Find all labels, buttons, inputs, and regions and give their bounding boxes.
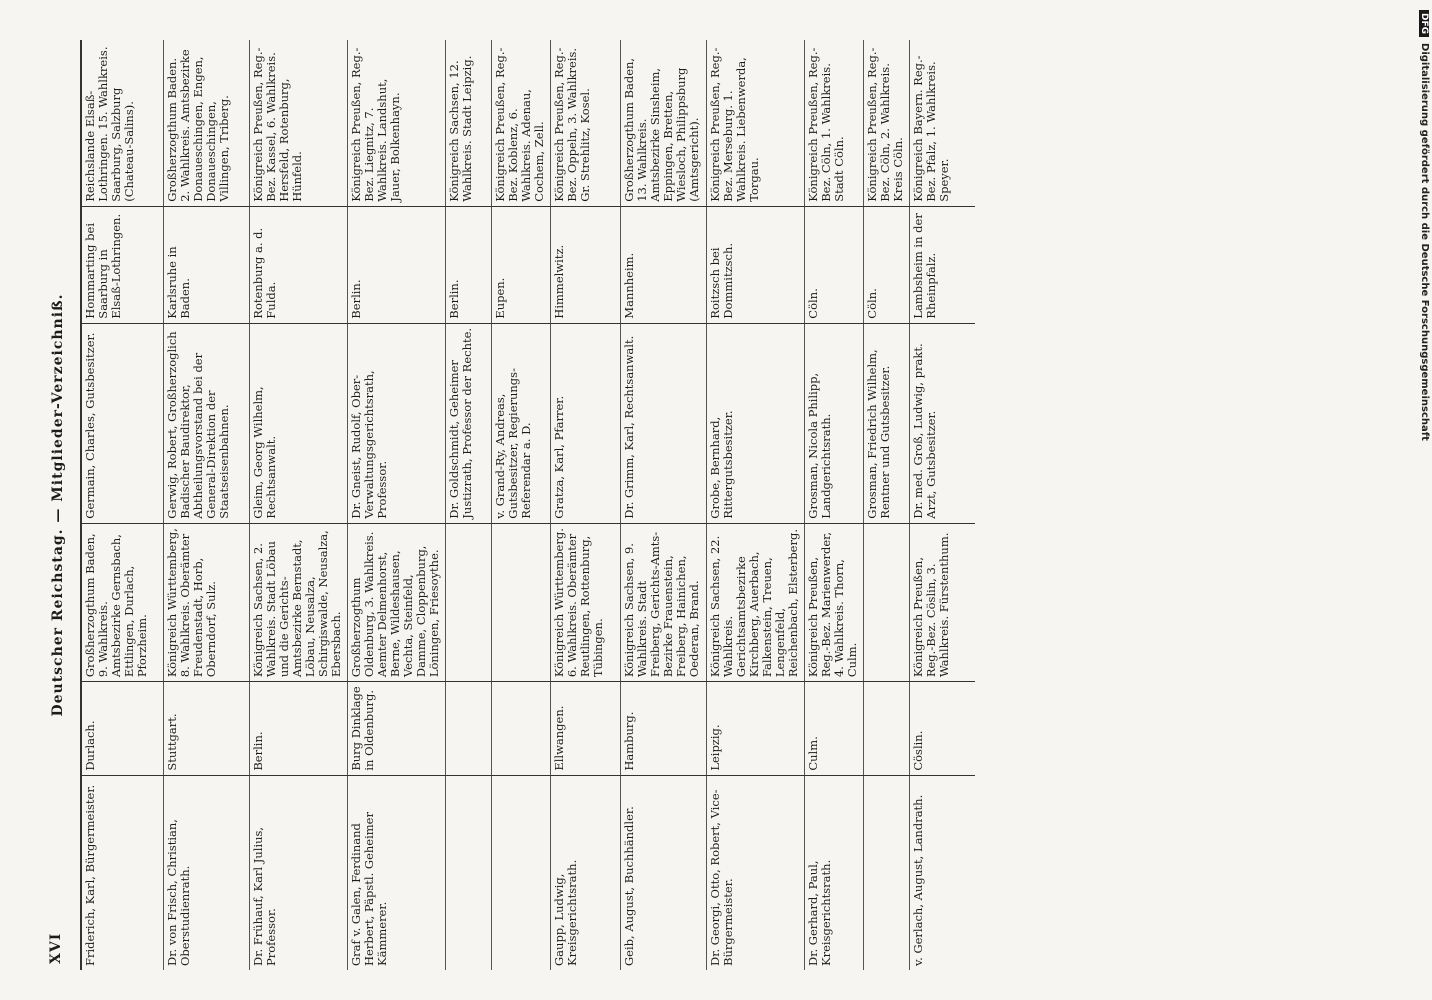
cell-wahlkreis: Königreich Württemberg, 8. Wahlkreis. Oberämter Freudenstadt, Horb, Oberndorf, Sulz. bbox=[163, 523, 249, 681]
table-row bbox=[347, 40, 445, 970]
cell-name: Dr. Georgi, Otto, Robert, Vice-Bürgermeister. bbox=[707, 789, 735, 966]
cell-ersatz: Grobe, Bernhard, Rittergutsbesitzer. bbox=[706, 323, 804, 523]
cell-name: Graf v. Galen, Ferdinand Herbert, Päpstl. Geheimer Kämmerer. bbox=[348, 812, 389, 966]
cell-name: Gaupp, Ludwig, Kreisgerichtsrath. bbox=[551, 859, 579, 966]
register-page bbox=[40, 40, 1400, 970]
cell-ersatz-wk: Königreich Preußen, Reg.-Bez. Merseburg. 1. Wahlkreis. Liebenwerda, Torgau. bbox=[706, 40, 804, 206]
cell-ersatz-wk: Königreich Bayern. Reg.-Bez. Pfalz, 1. Wahlkreis. Speyer. bbox=[909, 40, 975, 206]
cell-wahlkreis bbox=[863, 523, 909, 681]
cell-ersatz-wk: Großherzogthum Baden. 2. Wahlkreis. Amtsbezirke Donaueschingen, Engen, Donaueschingen, Villingen, Triberg. bbox=[163, 40, 249, 206]
cell-ersatz: Grosman, Friedrich Wilhelm, Rentner und Gutsbesitzer. bbox=[863, 323, 909, 523]
cell-ersatz: Dr. med. Groß, Ludwig, prakt. Arzt, Gutsbesitzer. bbox=[909, 323, 975, 523]
cell-ersatz: Gerwig, Robert, Großherzoglich Badischer Baudirektor, Abtheilungsvorstand bei der General-Direktion der Staatseisenbahnen. bbox=[163, 323, 249, 523]
cell-wohnort: Cöslin. bbox=[909, 682, 975, 776]
cell-name: Geib, August, Buchhändler. bbox=[621, 806, 636, 966]
cell-wahlkreis: Königreich Sachsen, 22. Wahlkreis. Gerichtsamtsbezirke Kirchberg, Auerbach, Falkenstein, Treuen, Lengenfeld, Reichenbach, Elsterberg. bbox=[706, 523, 804, 681]
cell-ersatz-ort: Roitzsch bei Dommitzsch. bbox=[706, 206, 804, 323]
cell-name: Friderich, Karl, Bürgermeister. bbox=[83, 784, 97, 966]
cell-wahlkreis: Großherzogthum Baden, 9. Wahlkreis. Amtsbezirke Gernsbach, Ettlingen, Durlach, Pforzheim. bbox=[81, 523, 163, 681]
cell-wohnort: Durlach. bbox=[81, 682, 163, 776]
table-row bbox=[163, 40, 249, 970]
cell-wahlkreis bbox=[491, 523, 550, 681]
cell-ersatz-wk: Großherzogthum Baden, 13. Wahlkreis. Amtsbezirke Sinsheim, Eppingen, Bretten, Wiesloch, Philippsburg (Amtsgericht). bbox=[620, 40, 706, 206]
cell-ersatz-wk: Königreich Sachsen, 12. Wahlkreis. Stadt Leipzig. bbox=[445, 40, 491, 206]
cell-wohnort bbox=[863, 682, 909, 776]
cell-ersatz-ort: Mannheim. bbox=[620, 206, 706, 323]
table-row bbox=[620, 40, 706, 970]
cell-ersatz: v. Grand-Ry, Andreas, Gutsbesitzer, Regierungs-Referendar a. D. bbox=[491, 323, 550, 523]
digitization-credit-text: Digitalisierung gefördert durch die Deutsche Forschungsgemeinschaft bbox=[1419, 43, 1430, 441]
cell-wohnort: Burg Dinklage in Oldenburg. bbox=[347, 682, 445, 776]
cell-name: v. Gerlach, August, Landrath. bbox=[910, 794, 925, 966]
page-title: Deutscher Reichstag. — Mitglieder-Verzeichniß. bbox=[50, 293, 66, 717]
cell-ersatz-wk: Königreich Preußen, Reg.-Bez. Cöln, 2. Wahlkreis. Kreis Cöln. bbox=[863, 40, 909, 206]
cell-ersatz-ort: Himmelwitz. bbox=[550, 206, 620, 323]
cell-wahlkreis: Königreich Preußen, Reg.-Bez. Marienwerder, 4. Wahlkreis. Thorn, Culm. bbox=[804, 523, 863, 681]
table-row bbox=[706, 40, 804, 970]
cell-wohnort: Leipzig. bbox=[706, 682, 804, 776]
cell-ersatz-wk: Königreich Preußen, Reg.-Bez. Kassel, 6. Wahlkreis. Hersfeld, Rotenburg, Hünfeld. bbox=[249, 40, 347, 206]
cell-wohnort: Ellwangen. bbox=[550, 682, 620, 776]
cell-ersatz: Dr. Gneist, Rudolf, Ober-Verwaltungsgerichtsrath, Professor. bbox=[347, 323, 445, 523]
cell-wohnort bbox=[445, 682, 491, 776]
cell-wohnort: Culm. bbox=[804, 682, 863, 776]
dfg-logo: DFG bbox=[1419, 10, 1429, 37]
table-row bbox=[491, 40, 550, 970]
cell-wohnort: Hamburg. bbox=[620, 682, 706, 776]
cell-ersatz-wk: Königreich Preußen, Reg.-Bez. Cöln, 1. Wahlkreis. Stadt Cöln. bbox=[804, 40, 863, 206]
cell-wahlkreis: Königreich Württemberg. 6. Wahlkreis. Oberämter Reutlingen, Rottenburg, Tübingen. bbox=[550, 523, 620, 681]
cell-ersatz-wk: Königreich Preußen, Reg.-Bez. Koblenz, 6. Wahlkreis. Adenau, Cochem, Zell. bbox=[491, 40, 550, 206]
table-row bbox=[81, 40, 163, 970]
cell-name: Dr. Gerhard, Paul, Kreisgerichtsrath. bbox=[805, 859, 833, 966]
cell-ersatz: Gratza, Karl, Pfarrer. bbox=[550, 323, 620, 523]
cell-ersatz-wk: Königreich Preußen, Reg.-Bez. Liegnitz, 7. Wahlkreis. Landshut, Jauer, Bolkenhayn. bbox=[347, 40, 445, 206]
cell-ersatz-ort: Eupen. bbox=[491, 206, 550, 323]
cell-wahlkreis: Königreich Sachsen, 2. Wahlkreis. Stadt Löbau und die Gerichts-Amtsbezirke Bernstadt, Löbau, Neusalza, Schirgiswalde, Neusalza, Ebersbach. bbox=[249, 523, 347, 681]
rotated-page-container bbox=[40, 40, 1400, 970]
cell-wohnort bbox=[491, 682, 550, 776]
cell-ersatz-wk: Königreich Preußen, Reg.-Bez. Oppeln, 3. Wahlkreis. Gr. Strehlitz, Kosel. bbox=[550, 40, 620, 206]
cell-name: Dr. von Frisch, Christian, Oberstudienrath. bbox=[164, 819, 192, 966]
cell-wohnort: Stuttgart. bbox=[163, 682, 249, 776]
cell-wohnort: Berlin. bbox=[249, 682, 347, 776]
cell-wahlkreis: Königreich Sachsen, 9. Wahlkreis. Stadt Freiberg, Gerichts-Amts-Bezirke Frauenstein, Freiberg, Hainichen, Oederan, Brand. bbox=[620, 523, 706, 681]
cell-ersatz: Dr. Goldschmidt, Geheimer Justizrath, Professor der Rechte. bbox=[445, 323, 491, 523]
cell-wahlkreis: Großherzogthum Oldenburg, 3. Wahlkreis. Aemter Delmenhorst, Berne, Wildeshausen, Vechta, Steinfeld, Damme, Cloppenburg, Löningen, Friesoythe. bbox=[347, 523, 445, 681]
cell-ersatz: Germain, Charles, Gutsbesitzer. bbox=[81, 323, 163, 523]
cell-name bbox=[863, 775, 909, 970]
cell-wahlkreis: Königreich Preußen, Reg.-Bez. Cöslin, 3. Wahlkreis. Fürstenthum. bbox=[909, 523, 975, 681]
cell-ersatz-ort: Cöln. bbox=[804, 206, 863, 323]
cell-name bbox=[445, 775, 491, 970]
digitization-credit bbox=[1414, 10, 1430, 990]
table-row bbox=[804, 40, 863, 970]
cell-ersatz-ort: Cöln. bbox=[863, 206, 909, 323]
cell-wahlkreis bbox=[445, 523, 491, 681]
table-row bbox=[550, 40, 620, 970]
cell-name: Dr. Frühauf, Karl Julius, Professor. bbox=[250, 826, 278, 966]
member-register-table bbox=[80, 40, 975, 970]
page-number: XVI bbox=[48, 932, 64, 964]
cell-ersatz: Dr. Grimm, Karl, Rechtsanwalt. bbox=[620, 323, 706, 523]
table-row bbox=[249, 40, 347, 970]
table-row bbox=[909, 40, 975, 970]
cell-ersatz-ort: Rotenburg a. d. Fulda. bbox=[249, 206, 347, 323]
cell-name bbox=[491, 775, 550, 970]
cell-ersatz-ort: Hommarting bei Saarburg in Elsaß-Lothringen. bbox=[81, 206, 163, 323]
table-row bbox=[445, 40, 491, 970]
cell-ersatz: Grosman, Nicola Philipp, Landgerichtsrath. bbox=[804, 323, 863, 523]
cell-ersatz-ort: Lambsheim in der Rheinpfalz. bbox=[909, 206, 975, 323]
page-header bbox=[40, 40, 74, 970]
cell-ersatz-ort: Berlin. bbox=[347, 206, 445, 323]
cell-ersatz-ort: Karlsruhe in Baden. bbox=[163, 206, 249, 323]
table-row bbox=[863, 40, 909, 970]
cell-ersatz-ort: Berlin. bbox=[445, 206, 491, 323]
cell-ersatz: Gleim, Georg Wilhelm, Rechtsanwalt. bbox=[249, 323, 347, 523]
cell-ersatz-wk: Reichslande Elsaß-Lothringen. 15. Wahlkreis. Saarburg, Salzburg (Chateau-Salins). bbox=[81, 40, 163, 206]
